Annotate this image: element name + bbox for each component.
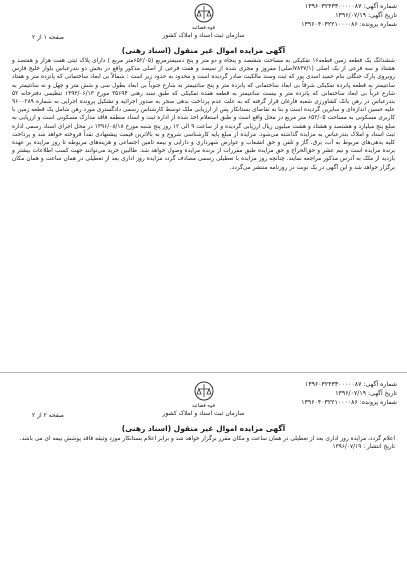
- org-caption: قوه قضائیه: [191, 403, 215, 409]
- notice-title: آگهی مزایده اموال غیر منقول (اسناد رهنی): [121, 424, 286, 433]
- page-separator: [0, 372, 407, 373]
- notice-number: شماره آگهی: ۱۳۹۶۰۳۲۴۳۳۰۰۰۰۰۸۷: [304, 381, 397, 388]
- case-number: شماره پرونده: ۱۳۹۶۰۴۰۳۲۲۱۰۰۰۰۸۶: [301, 399, 397, 406]
- organization-block: [8, 24, 399, 40]
- notice-number: شماره آگهی: ۱۳۹۶۰۳۲۴۳۳۰۰۰۰۰۸۷: [304, 3, 397, 10]
- judiciary-emblem-icon: [192, 2, 216, 24]
- notice-body: ششدانگ یک قطعه زمین قطعه۱۶ تفکیکی به مساحت ششصد و پنجاه و دو متر و پنج دسیمترمربع (۶۵۲/۰۵متر مربع ) دارای پلاک ثبتی هفت هزار و هفتصد و هشتاد و سه فرعی از یک اصلی (۷۸۳۷/۱اصلی) مفروز و مجزی شده از سیصد و هفت فرعی از اصلی مذکور واقع در بخش دو بندرعباس بلوار خلیج فارس روبروی پارک جنگلی بنام حمید اسدی پور که ثبت وسند مالکیت صادر گردیده است و محدود به حدود زیر است : شمالاً بی ابعاد ساختمانی که پانزده متر و هفتاد سانتیمتر به قطعه پانزده تفکیکی شرقاً بی ابعاد ساختمانی که پانزده متر و پنج سانتیمتر به شارع جنوباً بی ابعاد بطول سی و شش متر و چهل و نه سانتیمتر به شارع غرباً بی ابعاد ساختمانی که پانزده متر و بیست سانتیمتر به قطعه هفده تفکیکی که طبق سند رهنی ۳۵۶۹۴ مورخ ۱۳۹۳/۰۶/۱۳ تنظیمی دفترخانه ۵۲ بندرعباس در رهن بانک کشاورزی شعبه فارغان قرار گرفته که به علت عدم پرداخت بدهی منجر به صدور اجرائیه و تشکیل پرونده اجرایی به شماره ۹۶۰۰۲۸۹ علیه حسین اندازه‌ای و سایرین گردیده است و بنا به تقاضای بستانکار پس از ارزیابی ملک توسط کارشناس رسمی دادگستری مورد رهن شامل یک قطعه زمین با کاربری مسکونی به مساحت ۶۵۲/۰۵ متر مربع در محل واقع است و طبق استعلام اخذ شده از اداره ثبت و اسناد منطقه فاقد مدارک مسکونی است و ارزیابی به مبلغ پنج میلیارد و هشتصد و هشتاد و هشت میلیون ریال ارزیابی گردیده و از ساعت ۹ الی ۱۲ روز پنج شنبه مورخ ۱۳۹۶/۰۸/۱۸ در محل اجرای اسناد رسمی اداره ثبت اسناد و املاک بندرعباس به مزایده گذاشته می‌شود. مزایده از مبلغ پایه کارشناسی شروع و به بالاترین قیمت پیشنهادی نقداً فروخته خواهد شد و پرداخت کلیه بدهی‌های مربوط به آب، برق، گاز و تلفن و حق انشعاب و عوارض شهرداری و دارایی و بیمه تامین اجتماعی و هزینه‌های مربوطه تا روز مزایده بر عهده برنده مزایده است و نیم عشر و حق‌الحراج و حق مزایده طبق مقررات از برنده مزایده وصول خواهد شد. طالبین خرید می‌توانند جهت کسب اطلاعات بیشتر و بازدید از ملک به آدرس مذکور مراجعه نمایند. چنانچه روز مزایده با تعطیلی رسمی مصادف گردد مزایده روز اداری بعد از تعطیلی در همان ساعت و همان مکان برگزار خواهد شد و این آگهی در یک نوبت در روزنامه منتشر می‌گردد.: [12, 58, 396, 171]
- organization-block: [8, 402, 399, 418]
- page-number: صفحه ۱ از ۲: [32, 34, 64, 41]
- notice-header: [8, 378, 399, 422]
- notice-page-1: [8, 0, 399, 372]
- notice-body: اعلام گردد، مزایده روز اداری بعد از تعطیلی در همان ساعت و مکان مقرر برگزار خواهد شد و برابر اعلام بستانکار مورد وثیقه فاقد پوشش بیمه ای می باشد.: [19, 436, 395, 442]
- publication-date: تاریخ انتشار : ۱۳۹۶/۰۷/۱۹: [332, 444, 395, 451]
- case-number: شماره پرونده: ۱۳۹۶۰۴۰۳۲۲۱۰۰۰۰۸۶: [301, 21, 397, 28]
- notice-header: [8, 0, 399, 44]
- notice-date: تاریخ آگهی: ۱۳۹۶/۰۷/۱۹: [335, 12, 397, 19]
- org-name: سازمان ثبت اسناد و املاک کشور: [162, 32, 245, 39]
- org-caption: قوه قضائیه: [191, 25, 215, 31]
- org-name: سازمان ثبت اسناد و املاک کشور: [162, 410, 245, 417]
- notice-page-2: [8, 378, 399, 576]
- notice-date: تاریخ آگهی: ۱۳۹۶/۰۷/۱۹: [335, 390, 397, 397]
- judiciary-emblem-icon: [192, 380, 216, 402]
- page-number: صفحه ۲ از ۲: [32, 412, 64, 419]
- notice-title: آگهی مزایده اموال غیر منقول (اسناد رهنی): [121, 46, 286, 55]
